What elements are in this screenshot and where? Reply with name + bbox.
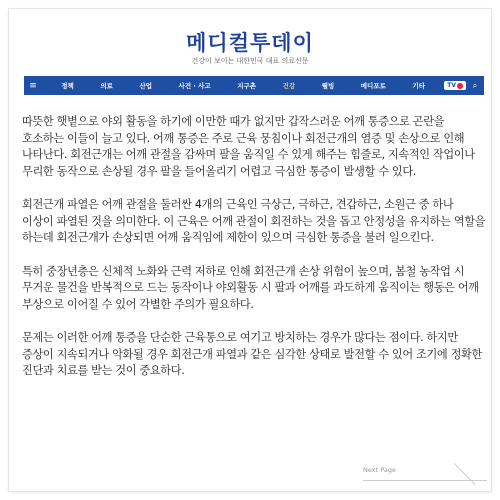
card-frame	[9, 9, 491, 491]
next-page-link[interactable]	[363, 455, 493, 485]
site-tagline: 건강이 보이는 대한민국 대표 의료신문	[191, 57, 309, 65]
menu-icon[interactable]: ≡	[29, 80, 37, 91]
tv-label: TV	[447, 82, 456, 89]
nav-item[interactable]: 지구촌	[237, 82, 257, 90]
next-page-arrow-line	[363, 480, 487, 481]
article-body	[22, 114, 486, 397]
article-paragraph: 특히 중장년층은 신체적 노화와 근력 저하로 인해 회전근개 손상 위험이 높으며, 봄철 농작업 시 무거운 물건을 반복적으로 드는 동작이나 야외활동 시 팔과 어깨를 과도하게 움직이는 행동은 어깨 부상으로 이어질 수 있어 각별한 주의가 필요하다.	[22, 264, 479, 311]
article-paragraph: 문제는 이러한 어깨 통증을 단순한 근육통으로 여기고 방치하는 경우가 많다는 점이다. 하지만 증상이 지속되거나 악화될 경우 회전근개 파열과 같은 심각한 상태로 발전할 수 있어 조기에 정확한 진단과 치료를 받는 것이 중요하다.	[22, 331, 482, 377]
nav-bar	[24, 76, 484, 95]
nav-items	[42, 81, 444, 90]
nav-item[interactable]: 정책	[61, 82, 74, 90]
masthead	[9, 31, 491, 66]
site-logo[interactable]: 메디컬투데이	[186, 31, 314, 55]
article-paragraph: 따뜻한 햇볕으로 야외 활동을 하기에 이만한 때가 없지만 갑작스러운 어깨 통증으로 곤란을 호소하는 이들이 늘고 있다. 어깨 통증은 주로 근육 뭉침이나 회전근개의 염증 및 손상으로 인해 나타난다. 회전근개는 어깨 관절을 감싸며 팔을 움직일 수 있게 해주는 힘줄로, 지속적인 작업이나 무리한 동작으로 손상될 경우 팔을 들어올리기 어렵고 극심한 통증이 발생할 수 있다.	[22, 115, 475, 178]
search-icon[interactable]: ⌕	[472, 80, 478, 90]
tv-button[interactable]	[444, 81, 466, 90]
play-icon	[457, 83, 463, 89]
nav-item[interactable]: 기타	[412, 82, 425, 90]
next-page-arrow-icon	[454, 463, 476, 485]
nav-item[interactable]: 의료	[100, 82, 113, 90]
nav-item[interactable]: 메디포토	[360, 82, 386, 90]
nav-item[interactable]: 웰빙	[321, 82, 335, 90]
nav-item[interactable]: 산업	[139, 82, 153, 90]
next-page-label: Next Page	[363, 466, 396, 474]
nav-item[interactable]: 사건 · 사고	[178, 82, 211, 90]
nav-item[interactable]: 건강	[282, 82, 296, 90]
article-paragraph: 회전근개 파열은 어깨 관절을 둘러싼 4개의 근육인 극상근, 극하근, 견갑하근, 소원근 중 하나 이상이 파열된 것을 의미한다. 이 근육은 어깨 관절이 회전하는 것을 돕고 안정성을 유지하는 역할을 하는데 회전근개가 손상되면 어깨 움직임에 제한이 있으며 극심한 통증을 불러 일으킨다.	[22, 198, 486, 244]
